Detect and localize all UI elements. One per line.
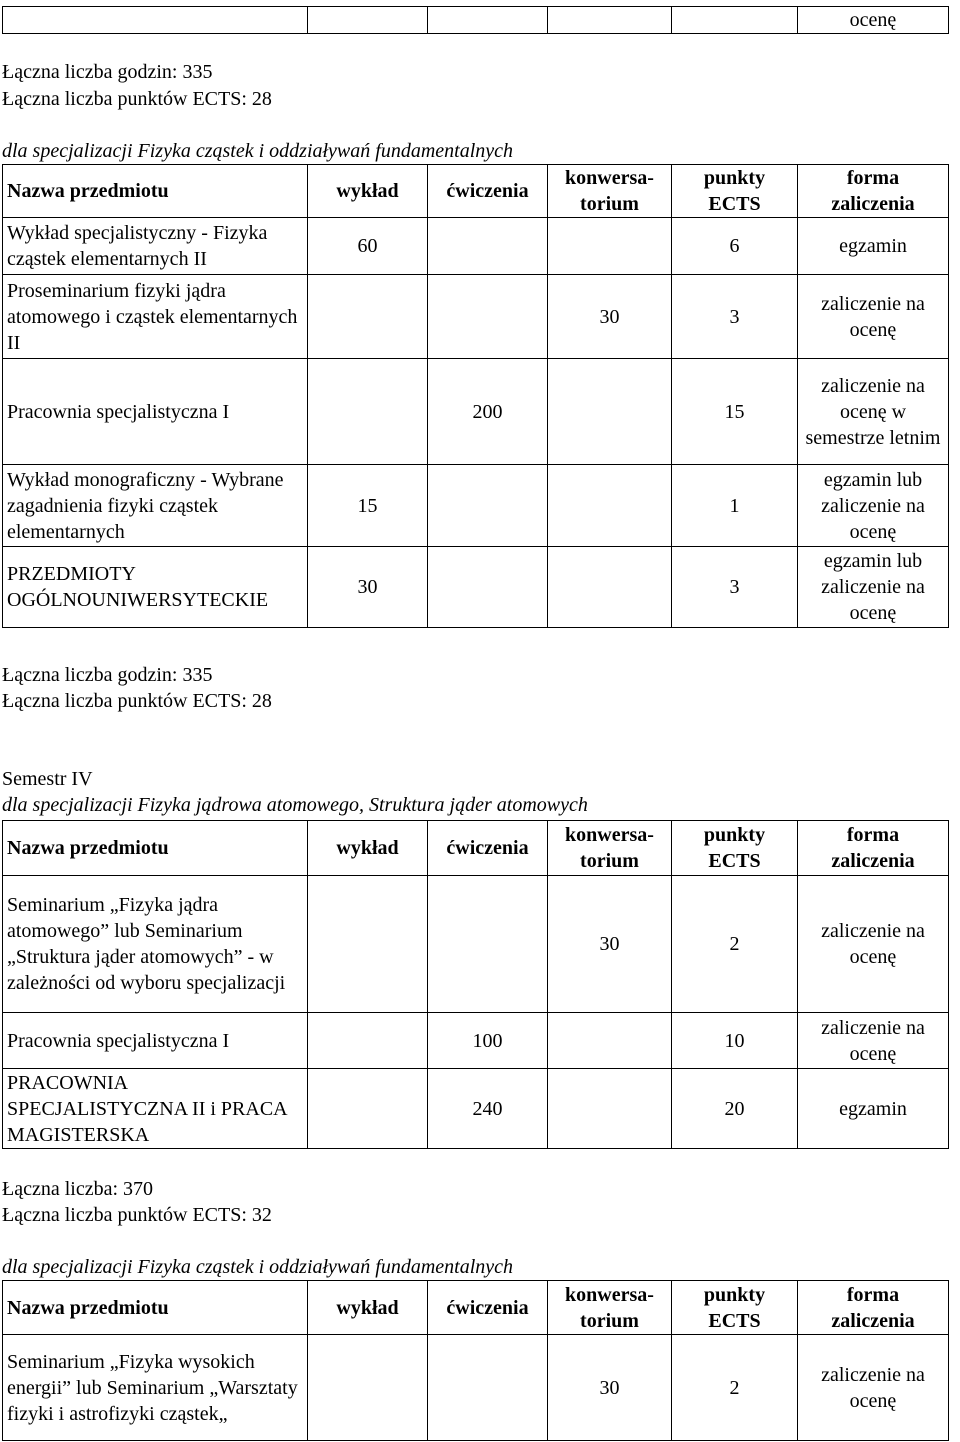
header-ects: punkty ECTS: [672, 821, 798, 876]
table-header: [3, 165, 949, 218]
table-row: PRZEDMIOTY OGÓLNOUNIWERSYTECKIE 30 3 egzamin lub zaliczenie na ocenę: [3, 547, 949, 628]
header-ects: punkty ECTS: [672, 1281, 798, 1335]
previous-table-fragment: [2, 6, 949, 34]
header-forma: forma zaliczenia: [798, 165, 949, 218]
table-row: Proseminarium fizyki jądra atomowego i cząstek elementarnych II 30 3 zaliczenie na ocenę: [3, 275, 949, 359]
table-header: [3, 821, 949, 876]
total-ects-2: Łączna liczba punktów ECTS: 28: [2, 690, 272, 712]
header-name: Nazwa przedmiotu: [3, 1281, 308, 1335]
total-hours-1: Łączna liczba godzin: 335: [2, 61, 213, 83]
table-row: Pracownia specjalistyczna I 200 15 zaliczenie na ocenę w semestrze letnim: [3, 359, 949, 465]
header-konw: konwersa- torium: [548, 821, 672, 876]
header-cwiczenia: ćwiczenia: [428, 1281, 548, 1335]
table-row: Seminarium „Fizyka wysokich energii” lub Seminarium „Warsztaty fizyki i astrofizyki cząstek„ 30 2 zaliczenie na ocenę: [3, 1335, 949, 1441]
spec-title-particles-2: dla specjalizacji Fizyka cząstek i oddziaływań fundamentalnych: [2, 1256, 514, 1278]
table-row: Seminarium „Fizyka jądra atomowego” lub Seminarium „Struktura jąder atomowych” - w zależności od wyboru specjalizacji 30 2 zaliczenie na ocenę: [3, 876, 949, 1013]
table-header: [3, 1281, 949, 1335]
header-konw: konwersa- torium: [548, 165, 672, 218]
header-name: Nazwa przedmiotu: [3, 165, 308, 218]
table-row: Wykład monograficzny - Wybrane zagadnienia fizyki cząstek elementarnych 15 1 egzamin lub zaliczenie na ocenę: [3, 465, 949, 547]
header-cwiczenia: ćwiczenia: [428, 821, 548, 876]
table-row: Pracownia specjalistyczna I 100 10 zaliczenie na ocenę: [3, 1013, 949, 1069]
header-name: Nazwa przedmiotu: [3, 821, 308, 876]
course-table-particles-2: [2, 1280, 949, 1441]
table-row: PRACOWNIA SPECJALISTYCZNA II i PRACA MAGISTERSKA 240 20 egzamin: [3, 1069, 949, 1149]
header-wyklad: wykład: [308, 1281, 428, 1335]
header-konw: konwersa- torium: [548, 1281, 672, 1335]
total-hours-2: Łączna liczba godzin: 335: [2, 664, 213, 686]
total-ects-1: Łączna liczba punktów ECTS: 28: [2, 88, 272, 110]
header-forma: forma zaliczenia: [798, 1281, 949, 1335]
semester-heading: Semestr IV: [2, 768, 93, 790]
table-row: Wykład specjalistyczny - Fizyka cząstek elementarnych II 60 6 egzamin: [3, 218, 949, 275]
spec-title-nuclear: dla specjalizacji Fizyka jądrowa atomowego, Struktura jąder atomowych: [2, 794, 588, 816]
course-table-particles-1: [2, 164, 949, 628]
total-hours-3: Łączna liczba: 370: [2, 1178, 154, 1200]
header-cwiczenia: ćwiczenia: [428, 165, 548, 218]
total-ects-3: Łączna liczba punktów ECTS: 32: [2, 1204, 272, 1226]
spec-title-particles-1: dla specjalizacji Fizyka cząstek i oddziaływań fundamentalnych: [2, 140, 514, 162]
course-table-nuclear: [2, 820, 949, 1149]
header-forma: forma zaliczenia: [798, 821, 949, 876]
header-wyklad: wykład: [308, 821, 428, 876]
header-wyklad: wykład: [308, 165, 428, 218]
fragment-cell: ocenę: [798, 7, 949, 34]
header-ects: punkty ECTS: [672, 165, 798, 218]
